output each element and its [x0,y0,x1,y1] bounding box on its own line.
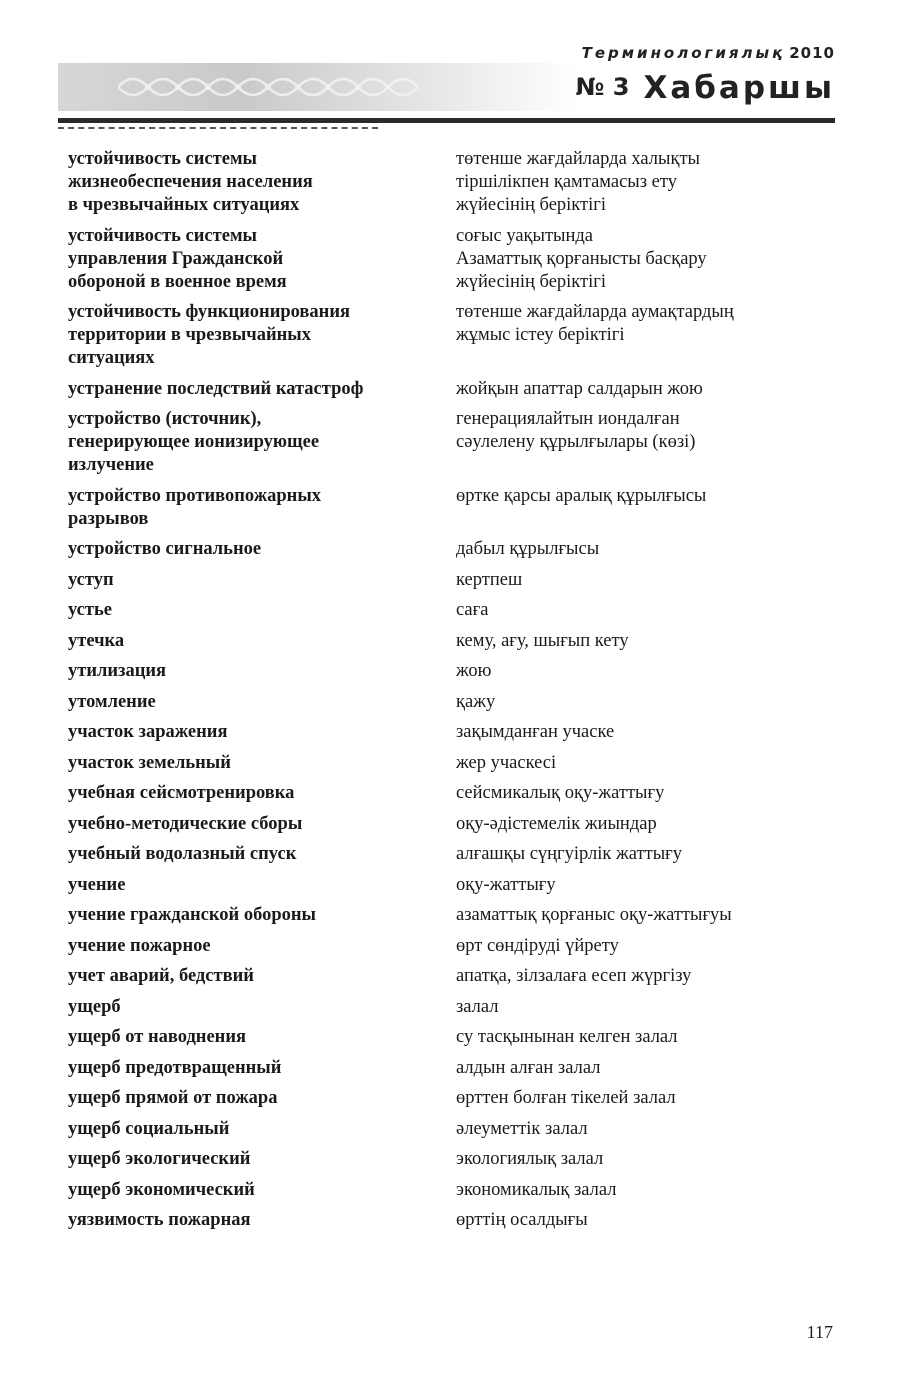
kazakh-term [456,1179,828,1202]
glossary-list [68,148,828,1240]
russian-term-line: утомление [68,691,156,712]
russian-term [68,782,456,805]
kazakh-term [456,874,828,897]
kazakh-term-line: кертпеш [456,569,523,590]
ornament-band-icon [118,67,418,107]
kazakh-term [456,1148,828,1171]
kazakh-term [456,1087,828,1110]
russian-term-line: устойчивость системы [68,225,257,246]
header-rule [58,118,835,123]
kazakh-term-line: жүйесінің беріктігі [456,195,606,215]
kazakh-term [456,996,828,1019]
kazakh-term-line: алдын алған залал [456,1057,601,1078]
kazakh-term [456,935,828,958]
kazakh-term-line: жер учаскесі [456,752,557,773]
glossary-entry [68,301,828,370]
journal-title [582,44,835,62]
russian-term [68,408,456,477]
russian-term-line: участок заражения [68,722,228,742]
russian-term [68,225,456,294]
kazakh-term-line: дабыл құрылғысы [456,539,600,559]
russian-term-line: разрывов [68,508,149,529]
header-rule-dashed [58,127,378,129]
kazakh-term [456,1118,828,1141]
russian-term [68,843,456,866]
russian-term [68,752,456,775]
russian-term [68,691,456,714]
glossary-entry [68,148,828,217]
glossary-entry [68,378,828,401]
kazakh-term-line: азаматтық қорғаныс оқу-жаттығуы [456,905,732,925]
russian-term [68,1148,456,1171]
glossary-entry [68,904,828,927]
page-number: 117 [806,1322,833,1342]
russian-term [68,485,456,531]
kazakh-term-line: жойқын апаттар салдарын жою [456,378,703,399]
russian-term-line: устройство противопожарных [68,485,322,506]
russian-term [68,569,456,592]
kazakh-term-line: сағa [456,600,489,620]
kazakh-term [456,721,828,744]
kazakh-term-line: кему, ағу, шығып кету [456,630,629,651]
kazakh-term [456,301,828,347]
kazakh-term-line: өртке қарсы аралық құрылғысы [456,485,707,506]
kazakh-term [456,691,828,714]
russian-term [68,721,456,744]
russian-term [68,1026,456,1049]
russian-term-line: уязвимость пожарная [68,1210,251,1230]
russian-term-line: ущерб экологический [68,1149,251,1169]
russian-term-line: управления Гражданской [68,248,284,269]
glossary-entry [68,691,828,714]
issue-number: № 3 [575,73,630,101]
russian-term-line: генерирующее ионизирующее [68,432,320,452]
kazakh-term-line: жүйесінің беріктігі [456,271,606,292]
russian-term-line: учебный водолазный спуск [68,844,297,864]
russian-term [68,1179,456,1202]
glossary-entry [68,935,828,958]
kazakh-term [456,1057,828,1080]
russian-term [68,965,456,988]
kazakh-term [456,630,828,653]
russian-term-line: устранение последствий катастроф [68,378,364,399]
kazakh-term [456,843,828,866]
kazakh-term [456,225,828,294]
glossary-entry [68,1209,828,1232]
russian-term [68,904,456,927]
journal-title-text: Терминологиялық [581,44,786,62]
russian-term-line: ущерб прямой от пожара [68,1088,278,1108]
russian-term [68,599,456,622]
glossary-entry [68,782,828,805]
kazakh-term-line: жою [456,661,492,681]
russian-term-line: утилизация [68,661,167,681]
russian-term-line: территории в чрезвычайных [68,325,311,345]
kazakh-term [456,485,828,508]
kazakh-term-line: сәулелену құрылғылары (көзі) [456,432,696,452]
russian-term [68,660,456,683]
russian-term-line: устройство сигнальное [68,539,262,559]
russian-term [68,1118,456,1141]
glossary-entry [68,752,828,775]
glossary-entry [68,843,828,866]
russian-term-line: учет аварий, бедствий [68,966,254,986]
russian-term-line: ситуациях [68,348,155,368]
russian-term [68,148,456,217]
kazakh-term-line: залал [456,996,499,1017]
kazakh-term [456,148,828,217]
kazakh-term-line: оқу-жаттығу [456,874,556,895]
kazakh-term-line: сейсмикалық оқу-жаттығу [456,783,665,803]
russian-term-line: устойчивость функционирования [68,302,350,322]
glossary-entry [68,1118,828,1141]
kazakh-term [456,408,828,454]
kazakh-term-line: алғашқы сүңгуірлік жаттығу [456,844,682,864]
kazakh-term-line: қажу [456,691,496,712]
kazakh-term-line: оқу-әдістемелік жиындар [456,813,657,834]
kazakh-term-line: төтенше жағдайларда халықты [456,149,700,169]
russian-term [68,538,456,561]
russian-term [68,935,456,958]
glossary-entry [68,538,828,561]
kazakh-term [456,965,828,988]
kazakh-term [456,782,828,805]
russian-term [68,1087,456,1110]
glossary-entry [68,408,828,477]
russian-term-line: ущерб экономический [68,1179,255,1200]
russian-term-line: участок земельный [68,752,231,773]
russian-term-line: жизнеобеспечения населения [68,172,313,192]
russian-term-line: в чрезвычайных ситуациях [68,195,300,215]
russian-term-line: излучение [68,455,154,475]
russian-term [68,813,456,836]
russian-term-line: устройство (источник), [68,409,262,429]
kazakh-term [456,378,828,401]
russian-term [68,378,456,401]
header-ornament-band [58,63,578,111]
glossary-entry [68,874,828,897]
glossary-entry [68,965,828,988]
glossary-entry [68,1087,828,1110]
kazakh-term [456,813,828,836]
kazakh-term-line: өрт сөндіруді үйрету [456,935,619,956]
glossary-entry [68,225,828,294]
kazakh-term-line: Азаматтық қорғанысты басқару [456,248,707,269]
kazakh-term-line: өрттен болған тікелей залал [456,1088,676,1108]
kazakh-term-line: су тасқынынан келген залал [456,1027,678,1047]
russian-term-line: ущерб [68,996,121,1017]
kazakh-term-line: тіршілікпен қамтамасыз ету [456,172,677,192]
glossary-entry [68,1057,828,1080]
kazakh-term-line: соғыс уақытында [456,225,593,246]
russian-term-line: учение гражданской обороны [68,905,316,925]
russian-term-line: учебная сейсмотренировка [68,783,295,803]
russian-term-line: учебно-методические сборы [68,813,303,834]
glossary-entry [68,996,828,1019]
glossary-entry [68,569,828,592]
russian-term-line: ущерб социальный [68,1118,230,1139]
kazakh-term-line: экологиялық залал [456,1149,604,1169]
russian-term-line: учение [68,874,126,895]
glossary-entry [68,660,828,683]
russian-term-line: уступ [68,569,114,590]
russian-term-line: утечка [68,630,125,651]
russian-term [68,630,456,653]
russian-term-line: ущерб от наводнения [68,1027,247,1047]
kazakh-term [456,569,828,592]
glossary-entry [68,1148,828,1171]
russian-term [68,1209,456,1232]
glossary-entry [68,630,828,653]
kazakh-term-line: генерациялайтын иондалған [456,409,680,429]
glossary-entry [68,721,828,744]
glossary-entry [68,485,828,531]
kazakh-term [456,752,828,775]
kazakh-term [456,538,828,561]
kazakh-term-line: зақымданған учаске [456,722,615,742]
russian-term [68,301,456,370]
glossary-entry [68,813,828,836]
kazakh-term-line: өрттің осалдығы [456,1210,588,1230]
kazakh-term-line: әлеуметтік залал [456,1118,588,1139]
journal-year: 2010 [789,44,835,62]
russian-term [68,1057,456,1080]
glossary-entry [68,1179,828,1202]
russian-term-line: устойчивость системы [68,149,257,169]
russian-term-line: учение пожарное [68,935,211,956]
glossary-entry [68,599,828,622]
kazakh-term-line: экономикалық залал [456,1179,617,1200]
bulletin-title: Хабаршы [643,70,835,106]
russian-term-line: обороной в военное время [68,271,287,292]
kazakh-term-line: апатқа, зілзалаға есеп жүргізу [456,966,692,986]
kazakh-term [456,599,828,622]
russian-term-line: ущерб предотвращенный [68,1057,282,1078]
russian-term [68,996,456,1019]
kazakh-term-line: жұмыс істеу беріктігі [456,325,625,345]
kazakh-term [456,1026,828,1049]
russian-term [68,874,456,897]
kazakh-term [456,904,828,927]
kazakh-term [456,660,828,683]
kazakh-term-line: төтенше жағдайларда аумақтардың [456,302,734,322]
issue-heading [576,70,835,106]
russian-term-line: устье [68,600,112,620]
glossary-entry [68,1026,828,1049]
kazakh-term [456,1209,828,1232]
